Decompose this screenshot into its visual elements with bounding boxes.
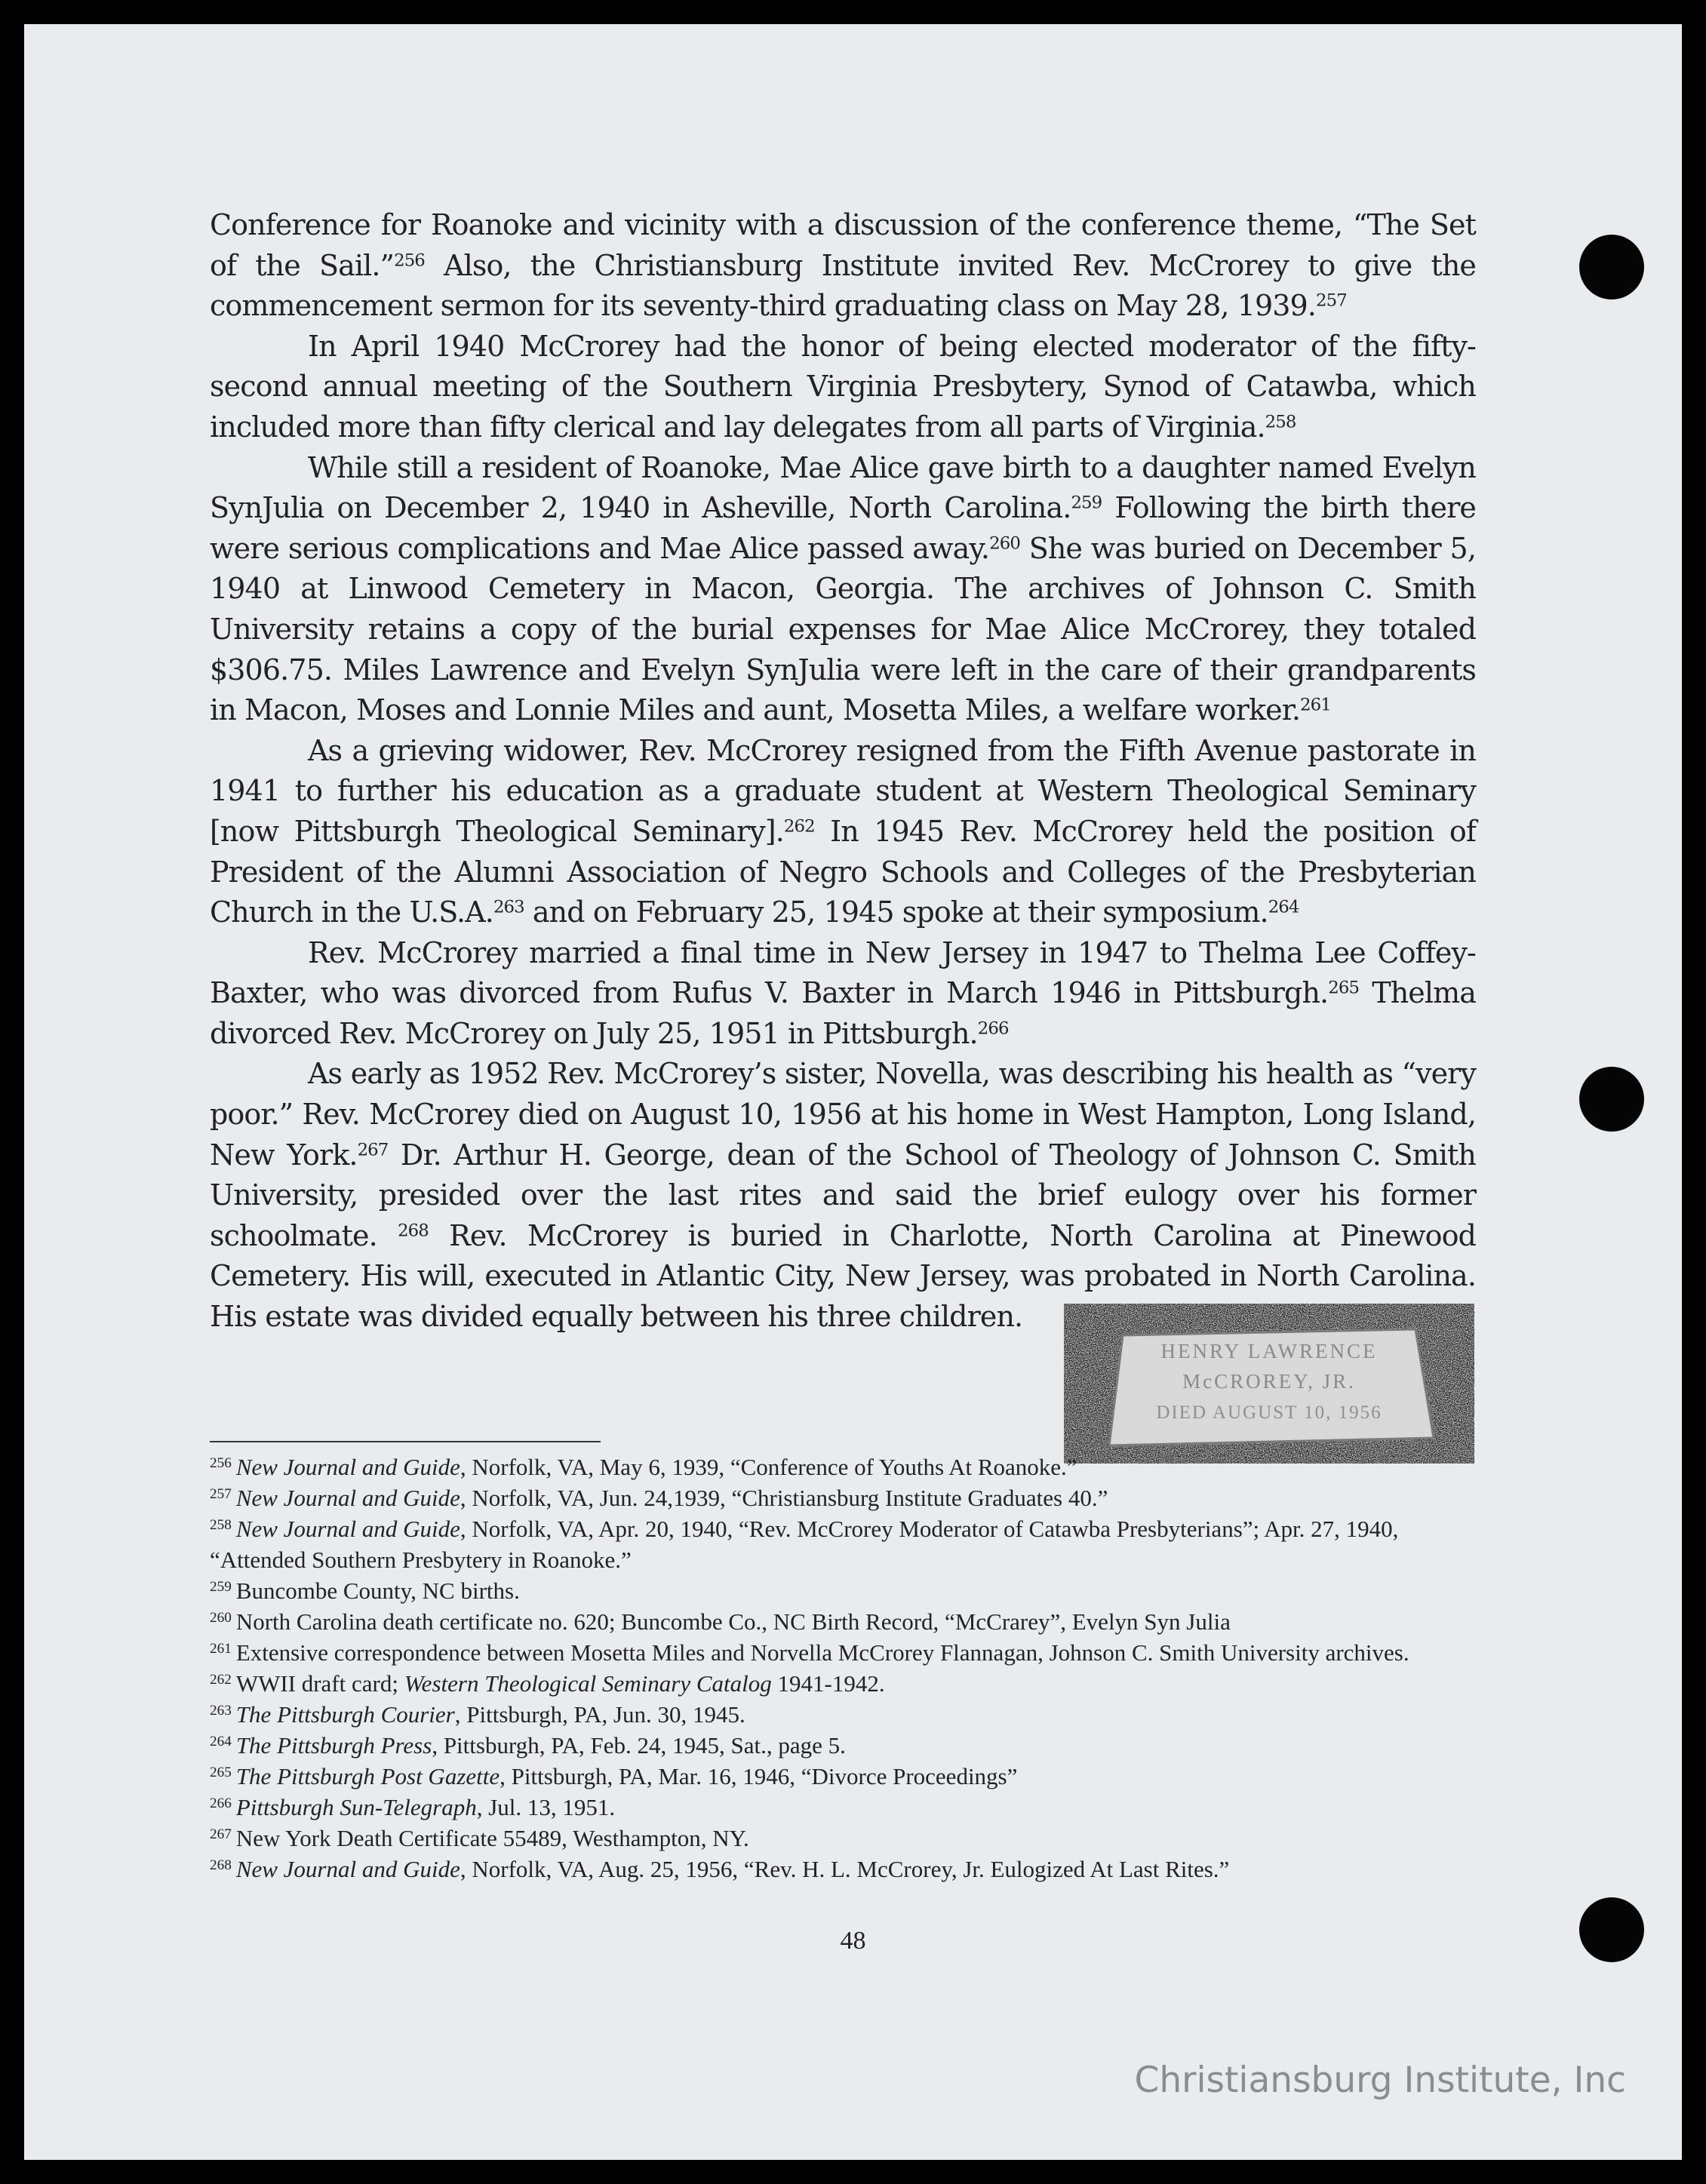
footnote-number: 267 <box>210 1826 232 1843</box>
footnote-item <box>210 1823 1485 1854</box>
text-run: Rev. McCrorey is buried in Charlotte, North Carolina at Pinewood Cemetery. His will, executed in Atlantic City, New Jersey, was probated in North Carolina. His estate was divided equally between his three children. <box>210 1218 1476 1334</box>
footnote-reference: 267 <box>357 1140 389 1160</box>
footnote-item <box>210 1451 1485 1482</box>
text-run: Extensive correspondence between Mosetta Miles and Norvella McCrorey Flannagan, Johnson C. Smith University archives. <box>235 1639 1409 1666</box>
italic-title: The Pittsburgh Press <box>235 1732 432 1759</box>
footnote-reference: 262 <box>783 816 815 837</box>
binder-hole-top <box>1579 235 1644 299</box>
footnote-number: 257 <box>210 1486 232 1503</box>
text-run: In 1945 Rev. McCrorey held the position of President of the Alumni Association of Negro Schools and Colleges of the Presbyterian Church in the U.S.A. <box>210 814 1476 929</box>
text-run: and on February 25, 1945 spoke at their symposium. <box>524 895 1268 929</box>
italic-title: The Pittsburgh Courier <box>235 1701 455 1728</box>
body-paragraph <box>210 205 1476 327</box>
text-run: Buncombe County, NC births. <box>235 1577 520 1604</box>
footnote-item <box>210 1575 1485 1606</box>
footnote-number: 268 <box>210 1857 232 1874</box>
footnote-number: 262 <box>210 1672 232 1688</box>
watermark-text: Christiansburg Institute, Inc <box>1134 2060 1626 2101</box>
footnote-reference: 260 <box>989 533 1020 554</box>
text-run: Rev. McCrorey married a final time in New Jersey in 1947 to Thelma Lee Coffey-Baxter, who was divorced from Rufus V. Baxter in March 1946 in Pittsburgh. <box>210 935 1476 1010</box>
body-paragraph <box>210 327 1476 448</box>
footnote-reference: 256 <box>394 250 425 271</box>
text-run: She was buried on December 5, 1940 at Linwood Cemetery in Macon, Georgia. The archives of Johnson C. Smith University retains a copy of the burial expenses for Mae Alice McCrorey, they totaled $306.75. Miles Lawrence and Evelyn SynJulia were left in the care of their grandparents in Macon, Moses and Lonnie Miles and aunt, Mosetta Miles, a welfare worker. <box>210 531 1476 727</box>
text-run: WWII draft card; <box>235 1670 404 1697</box>
body-paragraph <box>210 731 1476 933</box>
page-number: 48 <box>840 1927 866 1955</box>
footnote-item <box>210 1637 1485 1668</box>
text-run: While still a resident of Roanoke, Mae Alice gave birth to a daughter named Evelyn SynJulia on December 2, 1940 in Asheville, North Carolina. <box>210 450 1476 525</box>
footnote-item <box>210 1606 1485 1637</box>
body-paragraph <box>210 1054 1476 1337</box>
footnote-item <box>210 1699 1485 1730</box>
footnote-reference: 263 <box>493 897 524 917</box>
text-run: As a grieving widower, Rev. McCrorey resigned from the Fifth Avenue pastorate in 1941 to further his education as a graduate student at Western Theological Seminary [now Pittsburgh Theological Seminary]. <box>210 733 1476 848</box>
body-paragraph <box>210 448 1476 731</box>
headstone-name-line1: HENRY LAWRENCE <box>1160 1340 1378 1362</box>
headstone-photo <box>1064 1304 1474 1464</box>
italic-title: Western Theological Seminary Catalog <box>404 1670 772 1697</box>
footnote-item <box>210 1854 1485 1885</box>
text-run: , Jul. 13, 1951. <box>476 1794 616 1820</box>
body-paragraph <box>210 933 1476 1055</box>
footnote-number: 264 <box>210 1734 232 1750</box>
footnote-number: 263 <box>210 1703 232 1719</box>
italic-title: New Journal and Guide <box>235 1454 460 1480</box>
text-run: , Norfolk, VA, Apr. 20, 1940, “Rev. McCrorey Moderator of Catawba Presbyterians”; Apr. 27, 1940, “Attended Southern Presbytery in Roanoke.” <box>210 1516 1399 1573</box>
text-run: Also, the Christiansburg Institute invited Rev. McCrorey to give the commencement sermon for its seventy-third graduating class on May 28, 1939. <box>210 248 1476 323</box>
footnote-item <box>210 1513 1485 1575</box>
text-run: , Pittsburgh, PA, Mar. 16, 1946, “Divorce Proceedings” <box>500 1763 1018 1789</box>
text-run: New York Death Certificate 55489, Westhampton, NY. <box>235 1825 749 1851</box>
text-run: In April 1940 McCrorey had the honor of being elected moderator of the fifty-second annual meeting of the Southern Virginia Presbytery, Synod of Catawba, which included more than fifty clerical and lay delegates from all parts of Virginia. <box>210 329 1476 444</box>
binder-hole-middle <box>1579 1067 1644 1132</box>
footnote-reference: 259 <box>1071 493 1102 513</box>
text-run: , Norfolk, VA, May 6, 1939, “Conference of Youths At Roanoke.” <box>460 1454 1077 1480</box>
headstone-name-line2: McCROREY, JR. <box>1182 1370 1356 1393</box>
body-text <box>210 205 1476 1338</box>
text-run: Conference for Roanoke and vicinity with a discussion of the conference theme, “The Set of the Sail.” <box>210 208 1476 282</box>
footnotes <box>210 1451 1485 1885</box>
text-run: North Carolina death certificate no. 620; Buncombe Co., NC Birth Record, “McCrarey”, Evelyn Syn Julia <box>235 1608 1231 1635</box>
footnote-item <box>210 1668 1485 1699</box>
text-run: Thelma divorced Rev. McCrorey on July 25, 1951 in Pittsburgh. <box>210 976 1476 1050</box>
italic-title: The Pittsburgh Post Gazette <box>235 1763 500 1789</box>
footnote-number: 265 <box>210 1765 232 1781</box>
footnote-reference: 265 <box>1328 978 1360 998</box>
footnote-reference: 261 <box>1300 695 1331 715</box>
text-run: Following the birth there were serious complications and Mae Alice passed away. <box>210 491 1476 565</box>
text-run: , Pittsburgh, PA, Feb. 24, 1945, Sat., page 5. <box>432 1732 846 1759</box>
text-run: 1941-1942. <box>771 1670 885 1697</box>
footnote-number: 258 <box>210 1517 232 1534</box>
text-run: As early as 1952 Rev. McCrorey’s sister, Novella, was describing his health as “very poor.” Rev. McCrorey died on August 10, 1956 at his home in West Hampton, Long Island, New York. <box>210 1057 1476 1172</box>
text-run: , Pittsburgh, PA, Jun. 30, 1945. <box>454 1701 745 1728</box>
italic-title: Pittsburgh Sun-Telegraph <box>235 1794 477 1820</box>
text-run: Dr. Arthur H. George, dean of the School of Theology of Johnson C. Smith University, presided over the last rites and said the brief eulogy over his former schoolmate. <box>210 1138 1476 1252</box>
italic-title: New Journal and Guide <box>235 1485 460 1511</box>
italic-title: New Journal and Guide <box>235 1856 460 1882</box>
footnote-item <box>210 1482 1485 1513</box>
footnote-reference: 258 <box>1265 412 1296 432</box>
footnote-reference: 268 <box>398 1221 429 1241</box>
footnote-item <box>210 1761 1485 1792</box>
text-run: , Norfolk, VA, Aug. 25, 1956, “Rev. H. L. McCrorey, Jr. Eulogized At Last Rites.” <box>460 1856 1230 1882</box>
footnote-number: 260 <box>210 1610 232 1626</box>
text-run: , Norfolk, VA, Jun. 24,1939, “Christiansburg Institute Graduates 40.” <box>460 1485 1108 1511</box>
footnote-item <box>210 1730 1485 1761</box>
italic-title: New Journal and Guide <box>235 1516 460 1542</box>
footnote-reference: 264 <box>1268 897 1299 917</box>
footnote-reference: 257 <box>1316 290 1347 311</box>
headstone-date-line: DIED AUGUST 10, 1956 <box>1156 1402 1382 1423</box>
footnote-number: 256 <box>210 1455 232 1472</box>
footnote-number: 261 <box>210 1641 232 1657</box>
footnote-number: 266 <box>210 1795 232 1812</box>
footnote-number: 259 <box>210 1579 232 1596</box>
footnote-separator <box>210 1441 601 1442</box>
footnote-item <box>210 1792 1485 1823</box>
footnote-reference: 266 <box>977 1018 1009 1039</box>
